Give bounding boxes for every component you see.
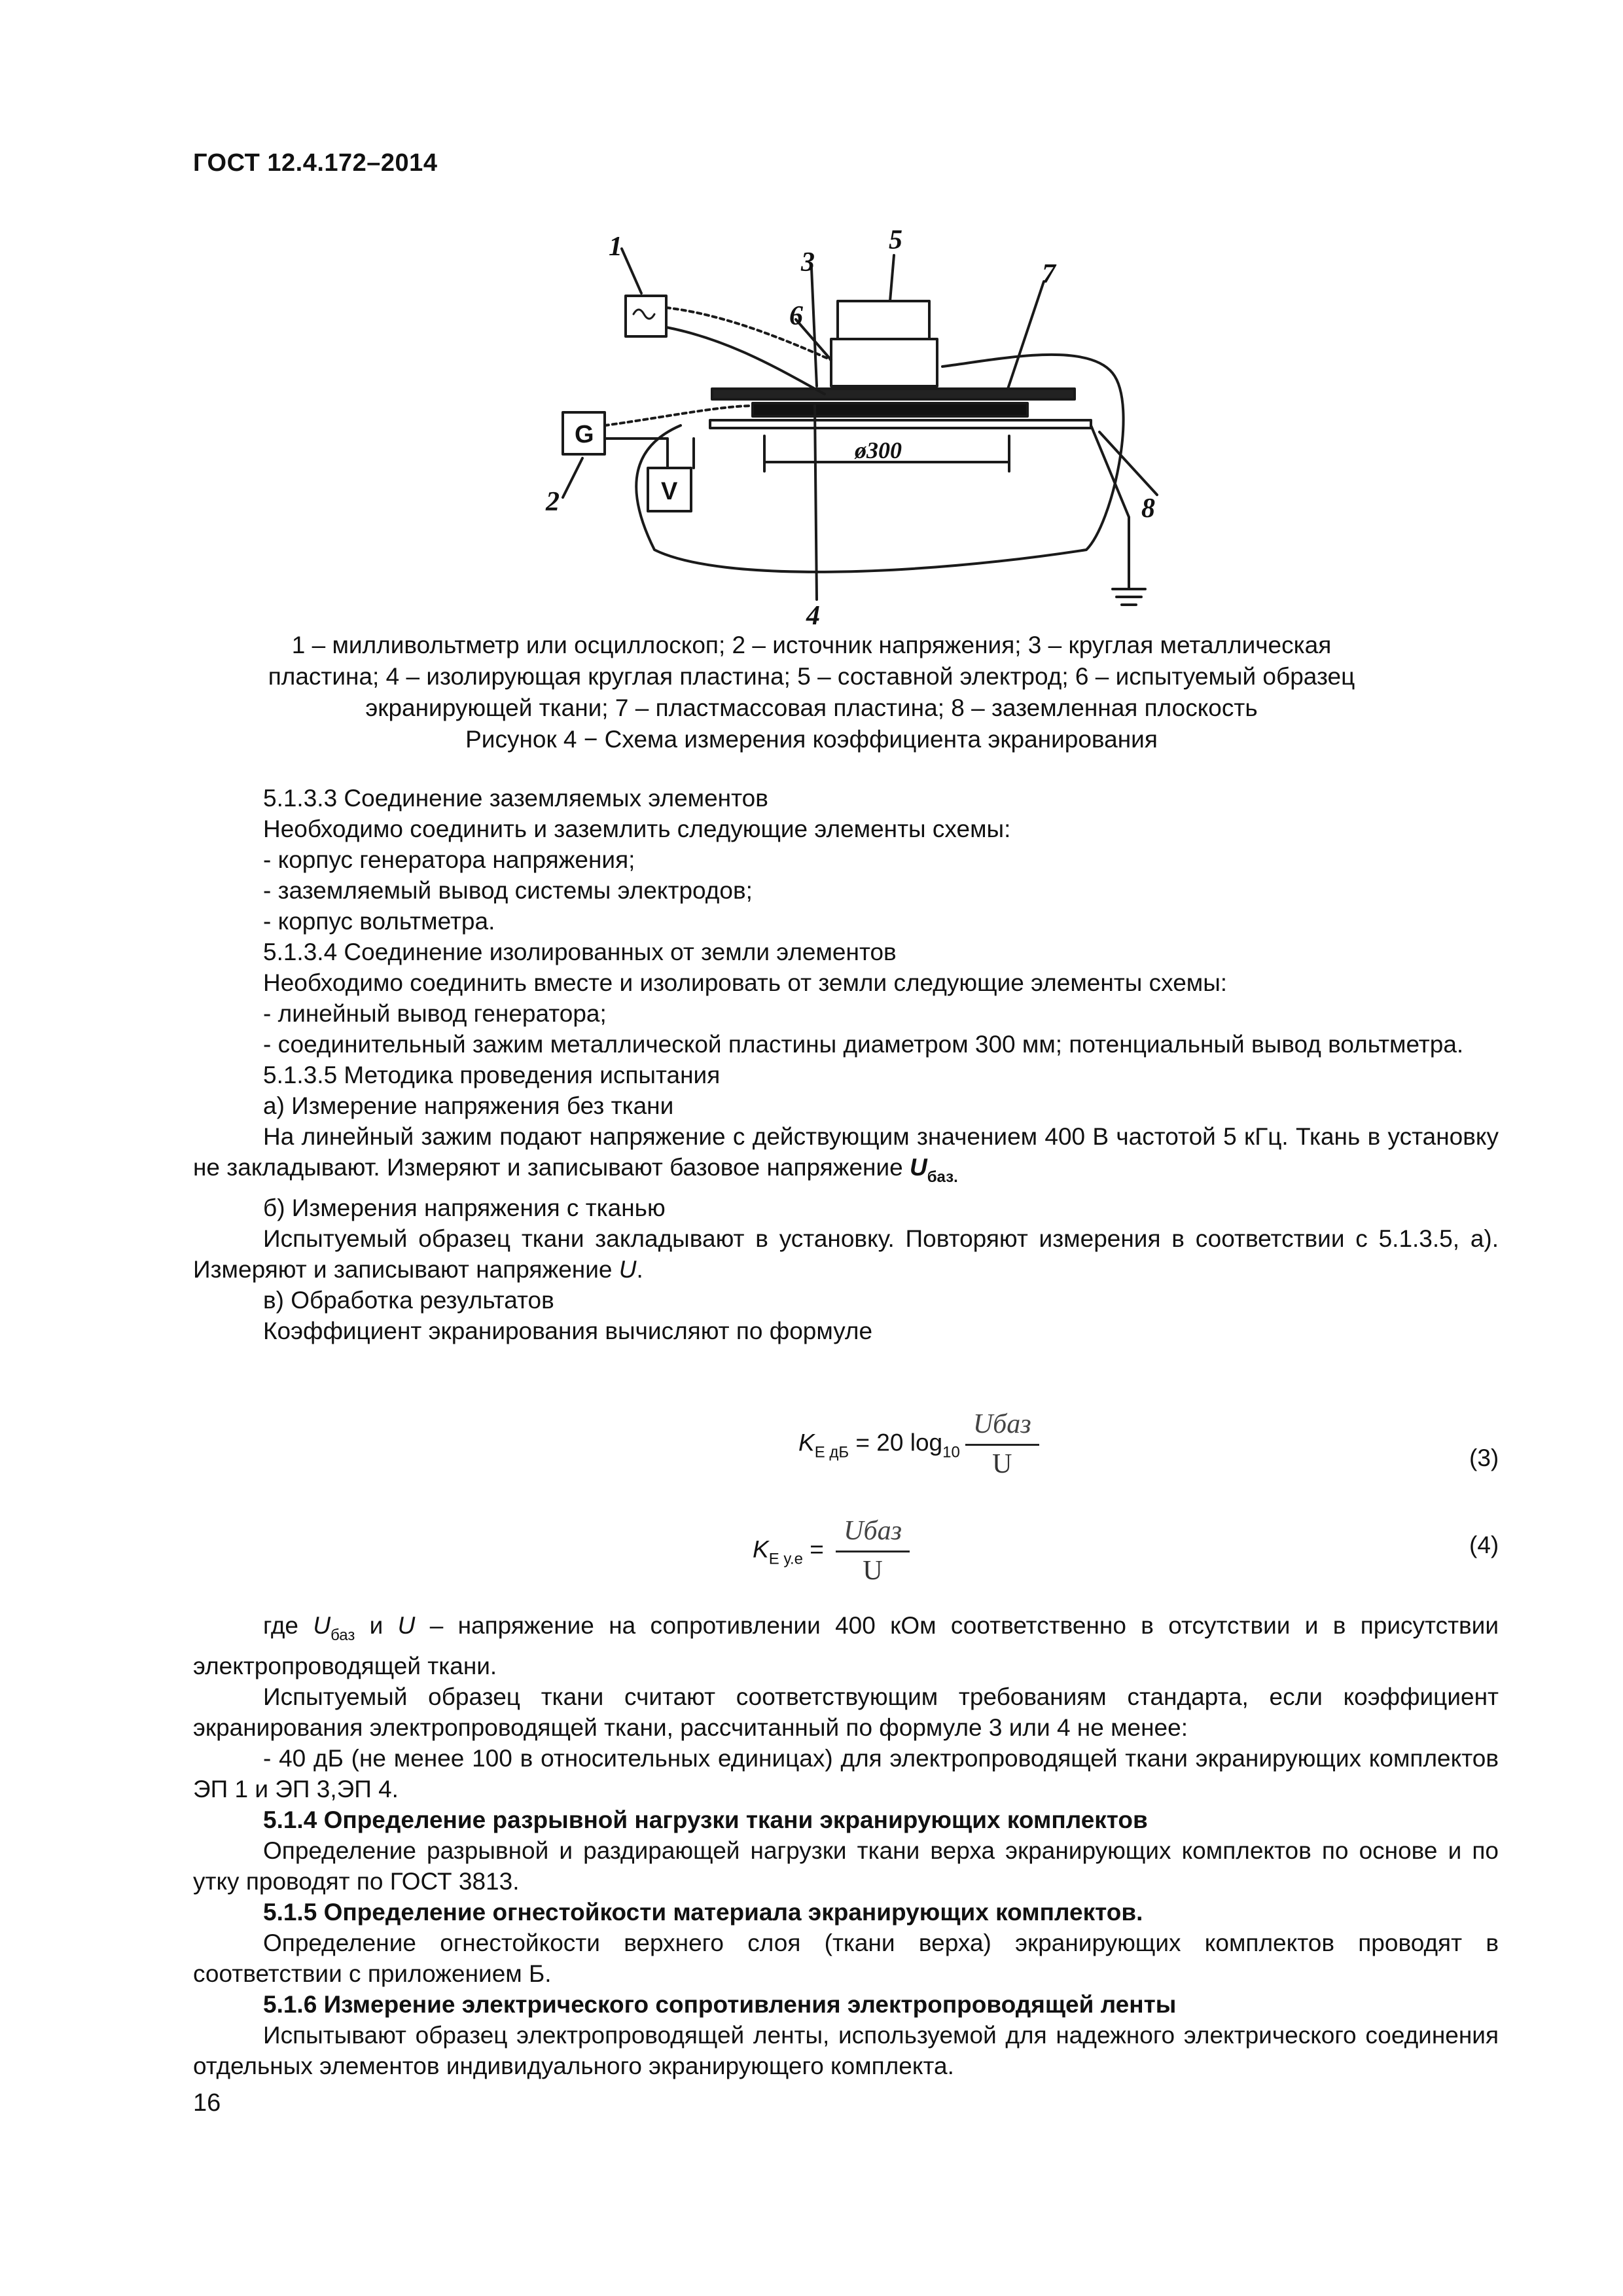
page-number: 16 (193, 2089, 221, 2117)
formula-log-sub: 10 (942, 1443, 960, 1462)
formula-eq: = 20 log (849, 1429, 943, 1456)
formula-3 (798, 1408, 1039, 1480)
paragraph: 5.1.3.4 Соединение изолированных от земли элементов (263, 939, 897, 965)
fraction-numerator: Uбаз (836, 1515, 910, 1552)
list-item: - соединительный зажим металлической пластины диаметром 300 мм; потенциальный вывод вольтметра. (263, 1031, 1464, 1058)
composite-electrode-bottom (831, 339, 937, 386)
label-5: 5 (889, 225, 902, 255)
formula-4 (753, 1515, 910, 1587)
paragraph: Необходимо соединить вместе и изолировать от земли следующие элементы схемы: (263, 969, 1228, 996)
formula-k-sub: Е дБ (814, 1443, 849, 1462)
measurement-scheme-figure (524, 209, 1165, 628)
paragraph-text: Испытуемый образец ткани закладывают в установку. Повторяют измерения в соответствии с 5.1.3.5, а). Измеряют и записывают напряжение (193, 1225, 1499, 1283)
section-heading-5-1-6: 5.1.6 Измерение электрического сопротивления электропроводящей ленты (263, 1991, 1177, 2018)
paragraph: Коэффициент экранирования вычисляют по формуле (263, 1318, 873, 1344)
paragraph-text: На линейный зажим подают напряжение с действующим значением 400 В частотой 5 кГц. Ткань в установку не закладывают. Измеряют и записывают базовое напряжение (193, 1123, 1499, 1181)
paragraph (193, 1121, 1499, 1193)
paragraph: Испытывают образец электропроводящей ленты, используемой для надежного электрического соединения отдельных элементов индивидуального экранирующего комплекта. (193, 2022, 1499, 2079)
paragraph: а) Измерение напряжения без ткани (263, 1092, 674, 1119)
insulating-plate (753, 403, 1027, 416)
paragraph-text: – напряжение на сопротивлении 400 кОм соответственно в отсутствии и в присутствии электропроводящей ткани. (193, 1612, 1499, 1679)
formula-fraction (965, 1408, 1039, 1480)
paragraph: Определение разрывной и раздирающей нагрузки ткани верха экранирующих комплектов по основе и по утку проводят по ГОСТ 3813. (193, 1837, 1499, 1895)
symbol-u-base: U (910, 1154, 927, 1181)
formula-k-sub: Е у.е (768, 1550, 803, 1568)
section-heading-5-1-5: 5.1.5 Определение огнестойкости материала экранирующих комплектов. (263, 1899, 1143, 1926)
punctuation: . (636, 1256, 643, 1283)
list-item: - 40 дБ (не менее 100 в относительных единицах) для электропроводящей ткани экранирующих комплектов ЭП 1 и ЭП 3,ЭП 4. (193, 1745, 1499, 1803)
formula-eq: = (802, 1535, 831, 1563)
paragraph (193, 1610, 1499, 1681)
plastic-plate (712, 389, 1075, 399)
composite-electrode-top (838, 301, 929, 339)
list-item: - линейный вывод генератора; (263, 1000, 607, 1027)
caption-line: 1 – милливольтметр или осциллоскоп; 2 – источник напряжения; 3 – круглая металлическая (291, 632, 1332, 658)
formula-k: K (753, 1535, 769, 1563)
paragraph: в) Обработка результатов (263, 1287, 554, 1314)
paragraph (193, 1223, 1499, 1285)
document-header: ГОСТ 12.4.172–2014 (193, 149, 438, 177)
symbol-u-base-sub: баз. (927, 1168, 958, 1186)
section-heading-5-1-4: 5.1.4 Определение разрывной нагрузки ткани экранирующих комплектов (263, 1806, 1148, 1833)
figure-title: Рисунок 4 − Схема измерения коэффициента экранирования (465, 726, 1158, 753)
symbol-u-base-sub: баз (330, 1626, 355, 1644)
label-2: 2 (546, 487, 560, 517)
paragraph: Определение огнестойкости верхнего слоя (ткани верха) экранирующих комплектов проводят в соответствии с приложением Б. (193, 1929, 1499, 1987)
paragraph-text: и (355, 1612, 398, 1639)
caption-line: экранирующей ткани; 7 – пластмассовая пластина; 8 – заземленная плоскость (365, 694, 1258, 721)
paragraph: 5.1.3.3 Соединение заземляемых элементов (263, 785, 768, 812)
voltmeter-symbol: V (661, 478, 678, 505)
body-section-1 (193, 783, 1499, 1346)
symbol-u: U (397, 1612, 416, 1639)
label-7: 7 (1042, 259, 1056, 289)
list-item: - заземляемый вывод системы электродов; (263, 877, 753, 904)
symbol-u: U (618, 1256, 637, 1283)
metal-plate (710, 420, 1091, 428)
equation-number-3: (3) (1469, 1444, 1499, 1471)
symbol-u-base: U (313, 1612, 331, 1639)
list-item: - корпус вольтметра. (263, 908, 495, 935)
generator-symbol: G (575, 421, 594, 448)
label-4: 4 (806, 601, 820, 628)
paragraph: Необходимо соединить и заземлить следующие элементы схемы: (263, 816, 1011, 842)
label-8: 8 (1141, 493, 1155, 524)
formula-fraction (836, 1515, 910, 1587)
label-1: 1 (609, 232, 622, 262)
dimension-label: ø300 (855, 437, 902, 463)
paragraph: б) Измерения напряжения с тканью (263, 1194, 666, 1221)
caption-line: пластина; 4 – изолирующая круглая пластина; 5 – составной электрод; 6 – испытуемый образец (268, 663, 1355, 690)
label-6: 6 (789, 301, 803, 331)
paragraph: 5.1.3.5 Методика проведения испытания (263, 1062, 721, 1088)
label-3: 3 (801, 247, 815, 278)
paragraph-text: где (263, 1612, 313, 1639)
fraction-numerator: Uбаз (965, 1408, 1039, 1446)
paragraph: Испытуемый образец ткани считают соответствующим требованиям стандарта, если коэффициент экранирования электропроводящей ткани, рассчитанный по формуле 3 или 4 не менее: (193, 1683, 1499, 1741)
equation-number-4: (4) (1469, 1532, 1499, 1558)
fraction-denominator: U (992, 1449, 1012, 1479)
figure-caption (196, 630, 1427, 755)
fraction-denominator: U (863, 1556, 883, 1586)
list-item: - корпус генератора напряжения; (263, 846, 635, 873)
formula-k: K (798, 1429, 815, 1456)
body-section-2 (193, 1610, 1499, 2081)
